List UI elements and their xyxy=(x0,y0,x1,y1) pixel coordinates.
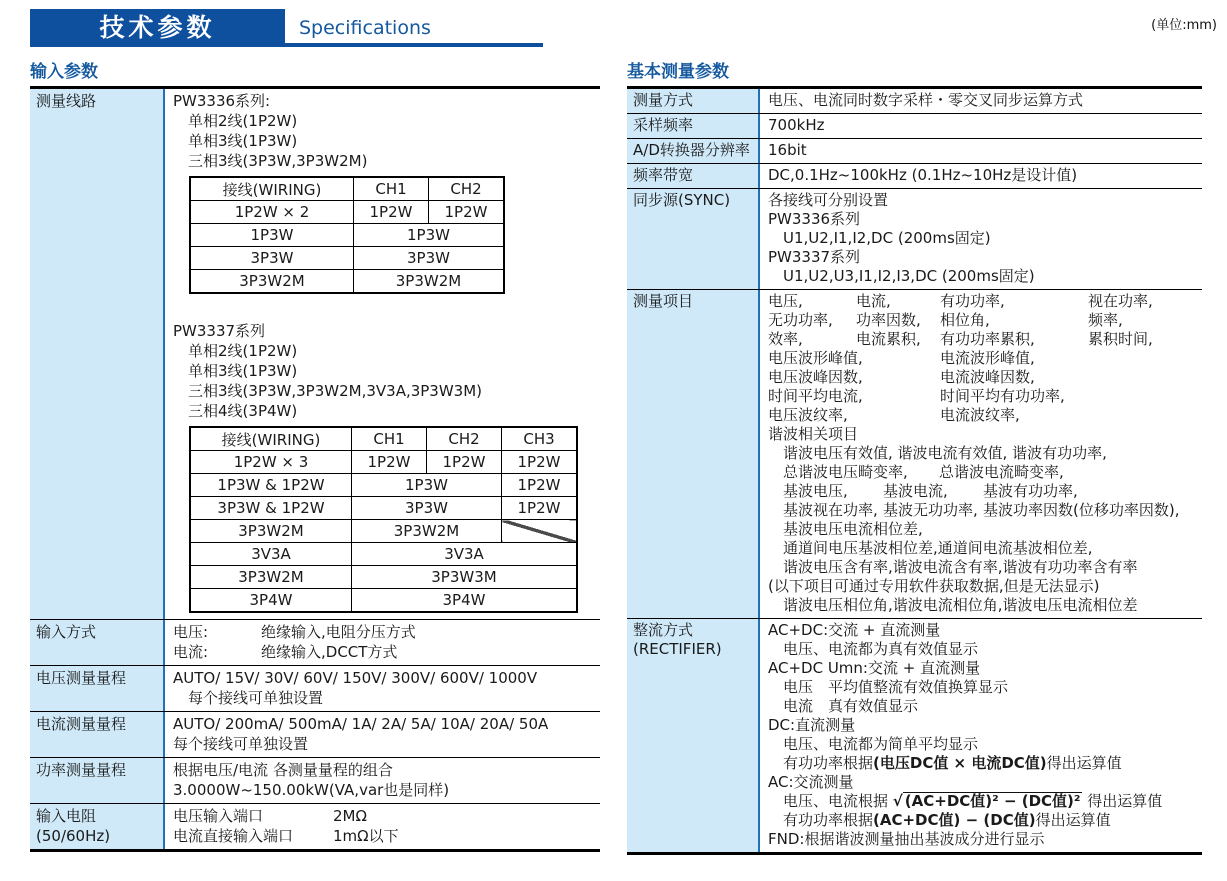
spec-line: PW3337系列 xyxy=(173,322,266,340)
wiring-row xyxy=(190,497,577,520)
column-text: 总谐波电流畸变率, xyxy=(939,463,1064,481)
spec-line: 每个接线可单独设置 xyxy=(173,735,309,753)
spec-line: 电压 平均值整流有效值换算显示 xyxy=(783,678,1009,696)
spec-row-label xyxy=(627,290,760,618)
spec-line: 电压、电流都为真有效值显示 xyxy=(783,640,979,658)
spec-row-label xyxy=(627,139,760,163)
wiring-row xyxy=(190,270,504,294)
spec-line: 三相3线(3P3W,3P3W2M) xyxy=(188,152,368,170)
spec-line xyxy=(768,463,1200,482)
spec-row-value xyxy=(760,89,1202,113)
title-band xyxy=(30,9,1227,47)
spec-row-value xyxy=(165,804,600,849)
spec-line: 谐波相关项目 xyxy=(768,425,859,443)
spec-line: DC:直流测量 xyxy=(768,716,856,734)
spec-row-value xyxy=(165,758,600,803)
spec-line xyxy=(173,622,598,642)
wiring-cell: 1P3W xyxy=(352,474,502,497)
content-columns xyxy=(30,55,1202,855)
spec-line: AC:交流测量 xyxy=(768,773,854,791)
text-segment: 电压、电流根据 xyxy=(783,792,893,810)
spec-row-value xyxy=(760,114,1202,138)
spec-line xyxy=(768,311,1200,330)
spec-line xyxy=(768,811,1200,830)
spec-row-label xyxy=(30,712,165,757)
spec-line xyxy=(173,826,598,846)
spec-line: 谐波电压相位角,谐波电流相位角,谐波电压电流相位差 xyxy=(783,596,1138,614)
wiring-cell: 3P3W & 1P2W xyxy=(190,497,352,520)
page-title: 技术参数 xyxy=(30,9,285,47)
spec-line xyxy=(173,642,598,662)
wiring-row xyxy=(190,566,577,589)
column-text: 绝缘输入,DCCT方式 xyxy=(261,643,398,661)
column-text: 电压, xyxy=(768,292,803,310)
spec-line xyxy=(173,806,598,826)
page-subtitle: Specifications xyxy=(285,9,543,47)
wiring-cell: 1P2W xyxy=(354,201,429,224)
spec-line: AC+DC:交流 + 直流测量 xyxy=(768,621,941,639)
label-line: 整流方式 xyxy=(633,621,694,639)
wiring-header-cell: CH3 xyxy=(502,427,578,451)
basic-measurement-table xyxy=(627,86,1202,855)
wiring-header-cell: 接线(WIRING) xyxy=(190,177,354,201)
wiring-table xyxy=(189,426,578,613)
spec-row xyxy=(30,711,600,757)
spec-line xyxy=(768,482,1200,501)
column-text: 效率, xyxy=(768,330,803,348)
column-text: 基波无功功率, xyxy=(883,501,978,519)
label-line: 测量方式 xyxy=(633,91,694,109)
wiring-row xyxy=(190,201,504,224)
spec-line: 单相3线(1P3W) xyxy=(188,132,298,150)
wiring-cell: 1P2W xyxy=(352,451,427,474)
text-segment: 得出运算值 xyxy=(1035,811,1111,829)
spec-line: PW3336系列 xyxy=(768,210,861,228)
label-line: 输入电阻 xyxy=(36,807,97,825)
text-segment: (AC+DC值) − (DC值) xyxy=(873,811,1036,829)
page-header xyxy=(0,9,1227,47)
wiring-cell: 3P4W xyxy=(190,589,352,613)
spec-line: 单相3线(1P3W) xyxy=(188,362,298,380)
input-parameters-section xyxy=(30,55,600,855)
spec-line: DC,0.1Hz~100kHz (0.1Hz~10Hz是设计值) xyxy=(768,166,1078,184)
spec-row-value xyxy=(760,619,1202,852)
spec-line xyxy=(768,330,1200,349)
label-line: 同步源(SYNC) xyxy=(633,191,731,209)
spec-row xyxy=(30,89,600,619)
wiring-cell: 3P3W2M xyxy=(354,270,505,294)
column-text: 总谐波电压畸变率, xyxy=(783,463,908,481)
text-segment: 有功功率根据 xyxy=(783,811,874,829)
spec-row xyxy=(30,757,600,803)
wiring-header-row xyxy=(190,427,577,451)
spec-row xyxy=(627,289,1202,618)
column-text: 绝缘输入,电阻分压方式 xyxy=(261,623,416,641)
spec-line xyxy=(768,792,1200,811)
unit-note: (单位:mm) xyxy=(1151,18,1217,33)
wiring-header-cell: CH2 xyxy=(429,177,505,201)
column-text: 电流, xyxy=(856,292,891,310)
spec-line xyxy=(768,754,1200,773)
column-text: 时间平均有功功率, xyxy=(940,387,1065,405)
spec-row-label xyxy=(627,619,760,852)
spec-line: 根据电压/电流 各测量量程的组合 xyxy=(173,761,393,779)
spec-line xyxy=(768,368,1200,387)
wiring-row xyxy=(190,589,577,613)
column-text: 基波电压, xyxy=(783,482,848,500)
spec-line xyxy=(768,501,1200,520)
spec-line: U1,U2,I1,I2,DC (200ms固定) xyxy=(783,229,991,247)
spec-line: AUTO/ 200mA/ 500mA/ 1A/ 2A/ 5A/ 10A/ 20A/ 50A xyxy=(173,715,549,733)
spec-line: 3.0000W~150.00kW(VA,var也是同样) xyxy=(173,781,450,799)
column-text: 电流波纹率, xyxy=(940,406,1020,424)
wiring-row xyxy=(190,520,577,543)
spec-row-label xyxy=(627,164,760,188)
spec-row xyxy=(627,188,1202,289)
column-text: 电压波纹率, xyxy=(768,406,848,424)
spec-row-value xyxy=(165,620,600,665)
wiring-table xyxy=(189,176,505,294)
column-text: 有功功率累积, xyxy=(940,330,1035,348)
spec-row-label xyxy=(627,89,760,113)
column-text: 电流波形峰值, xyxy=(940,349,1035,367)
column-text: 时间平均电流, xyxy=(768,387,863,405)
wiring-row xyxy=(190,224,504,247)
spec-line: 三相3线(3P3W,3P3W2M,3V3A,3P3W3M) xyxy=(188,382,483,400)
wiring-cell: 3P3W xyxy=(352,497,502,520)
spec-line: 三相4线(3P4W) xyxy=(188,402,298,420)
spec-line: 各接线可分别设置 xyxy=(768,191,889,209)
spec-row-value xyxy=(165,712,600,757)
spec-row xyxy=(627,113,1202,138)
wiring-cell: 3V3A xyxy=(190,543,352,566)
column-text: 电流波峰因数, xyxy=(940,368,1035,386)
label-line: 测量线路 xyxy=(36,92,97,110)
column-text: 电流累积, xyxy=(856,330,921,348)
spec-row-label xyxy=(30,804,165,849)
wiring-header-cell: 接线(WIRING) xyxy=(190,427,352,451)
wiring-cell: 3P3W xyxy=(354,247,505,270)
spec-row-label xyxy=(30,666,165,711)
spec-row xyxy=(627,89,1202,113)
wiring-cell: 1P2W xyxy=(502,497,578,520)
column-text: 基波视在功率, xyxy=(783,501,878,519)
spec-line: 通道间电压基波相位差,通道间电流基波相位差, xyxy=(783,539,1093,557)
wiring-cell: 1P3W & 1P2W xyxy=(190,474,352,497)
spec-line: U1,U2,U3,I1,I2,I3,DC (200ms固定) xyxy=(783,267,1035,285)
column-text: 频率, xyxy=(1088,311,1123,329)
spec-line: 谐波电压有效值, 谐波电流有效值, 谐波有功功率, xyxy=(783,444,1107,462)
label-line: 测量项目 xyxy=(633,292,694,310)
label-line: 功率测量量程 xyxy=(36,761,127,779)
wiring-cell: 1P2W xyxy=(427,451,502,474)
wiring-cell: 3P3W xyxy=(190,247,354,270)
spec-line: PW3336系列: xyxy=(173,92,271,110)
wiring-header-cell: CH1 xyxy=(352,427,427,451)
spec-row-value xyxy=(760,164,1202,188)
wiring-header-row xyxy=(190,177,504,201)
column-text: 相位角, xyxy=(940,311,990,329)
text-segment: 得出运算值 xyxy=(1082,792,1163,810)
label-line: 采样频率 xyxy=(633,116,694,134)
sqrt-formula xyxy=(893,792,1083,811)
wiring-header-cell: CH1 xyxy=(354,177,429,201)
wiring-cell: 3P4W xyxy=(352,589,578,613)
spec-row xyxy=(627,618,1202,852)
wiring-cell: 3P3W2M xyxy=(190,270,354,294)
text-segment: 有功功率根据 xyxy=(783,754,874,772)
wiring-row xyxy=(190,247,504,270)
column-text: 电压波峰因数, xyxy=(768,368,863,386)
spec-line: 每个接线可单独设置 xyxy=(188,689,324,707)
spec-line: 电流 真有效值显示 xyxy=(783,697,919,715)
spec-line: FND:根据谐波测量抽出基波成分进行显示 xyxy=(768,830,1045,848)
label-line: 输入方式 xyxy=(36,623,97,641)
wiring-row xyxy=(190,451,577,474)
column-text: 视在功率, xyxy=(1088,292,1153,310)
wiring-row xyxy=(190,543,577,566)
spec-line: 单相2线(1P2W) xyxy=(188,112,298,130)
spec-line: 基波电压电流相位差, xyxy=(783,520,923,538)
wiring-cell: 1P2W xyxy=(502,474,578,497)
spec-line: AC+DC Umn:交流 + 直流测量 xyxy=(768,659,981,677)
spec-row xyxy=(627,138,1202,163)
radicand-text: (AC+DC值)² − (DC值)² xyxy=(904,792,1081,810)
section-title-input-parameters: 输入参数 xyxy=(30,62,98,82)
spec-line: 谐波电压含有率,谐波电流含有率,谐波有功功率含有率 xyxy=(783,558,1138,576)
spec-line: (以下项目可通过专用软件获取数据,但是无法显示) xyxy=(768,577,1100,595)
input-parameters-table xyxy=(30,86,600,852)
spec-line: 电压、电流同时数字采样・零交叉同步运算方式 xyxy=(768,91,1084,109)
wiring-cell: 3P3W2M xyxy=(190,520,352,543)
spec-row xyxy=(30,619,600,665)
column-text: 1mΩ以下 xyxy=(333,827,399,845)
column-text: 功率因数, xyxy=(856,311,921,329)
column-text: 基波有功功率, xyxy=(983,482,1078,500)
spec-line: 700kHz xyxy=(768,116,825,134)
spec-row-value xyxy=(760,189,1202,289)
label-line: (50/60Hz) xyxy=(36,827,111,845)
wiring-cell: 1P2W xyxy=(429,201,505,224)
spec-line xyxy=(768,387,1200,406)
wiring-row xyxy=(190,474,577,497)
wiring-cell: 1P3W xyxy=(190,224,354,247)
spec-row-label xyxy=(30,620,165,665)
section-title-basic-measurement: 基本测量参数 xyxy=(627,62,729,82)
spec-row-value xyxy=(760,139,1202,163)
not-applicable-diagonal-cell xyxy=(502,520,578,543)
wiring-cell: 3P3W2M xyxy=(190,566,352,589)
label-line: (RECTIFIER) xyxy=(633,640,722,658)
spec-line: PW3337系列 xyxy=(768,248,861,266)
spec-row-label xyxy=(30,89,165,619)
wiring-cell: 3V3A xyxy=(352,543,578,566)
spec-row-label xyxy=(627,114,760,138)
column-text: 基波功率因数(位移功率因数), xyxy=(983,501,1180,519)
spec-line xyxy=(768,349,1200,368)
spec-row-label xyxy=(627,189,760,289)
spec-row-label xyxy=(30,758,165,803)
spec-row-value xyxy=(165,89,600,619)
label-line: 电流测量量程 xyxy=(36,715,127,733)
spec-line xyxy=(768,292,1200,311)
wiring-cell: 1P2W × 3 xyxy=(190,451,352,474)
spec-line: 单相2线(1P2W) xyxy=(188,342,298,360)
spec-row xyxy=(627,163,1202,188)
column-text: 电流直接输入端口 xyxy=(173,827,294,845)
text-segment: (电压DC值 × 电流DC值) xyxy=(873,754,1047,772)
label-line: A/D转换器分辨率 xyxy=(633,141,750,159)
spec-row xyxy=(30,803,600,849)
spec-row xyxy=(30,665,600,711)
spec-line: 电压、电流都为简单平均显示 xyxy=(783,735,979,753)
column-text: 电流: xyxy=(173,643,209,661)
wiring-cell: 1P3W xyxy=(354,224,505,247)
radical-sign: √ xyxy=(892,792,903,810)
text-segment: 得出运算值 xyxy=(1046,754,1122,772)
spec-line: AUTO/ 15V/ 30V/ 60V/ 150V/ 300V/ 600V/ 1000V xyxy=(173,669,538,687)
wiring-cell: 1P2W × 2 xyxy=(190,201,354,224)
wiring-cell: 3P3W3M xyxy=(352,566,578,589)
basic-measurement-section xyxy=(627,55,1202,855)
spec-line xyxy=(768,406,1200,425)
column-text: 无功功率, xyxy=(768,311,833,329)
spacer xyxy=(173,297,598,321)
spec-row-value xyxy=(165,666,600,711)
column-text: 2MΩ xyxy=(333,807,367,825)
wiring-cell: 3P3W2M xyxy=(352,520,502,543)
column-text: 基波电流, xyxy=(883,482,948,500)
label-line: 频率带宽 xyxy=(633,166,694,184)
spec-line: 16bit xyxy=(768,141,807,159)
wiring-cell: 1P2W xyxy=(502,451,578,474)
spec-row-value xyxy=(760,290,1202,618)
column-text: 电压输入端口 xyxy=(173,807,264,825)
wiring-header-cell: CH2 xyxy=(427,427,502,451)
label-line: 电压测量量程 xyxy=(36,669,127,687)
column-text: 累积时间, xyxy=(1088,330,1153,348)
column-text: 有功功率, xyxy=(940,292,1005,310)
column-text: 电压: xyxy=(173,623,209,641)
column-text: 电压波形峰值, xyxy=(768,349,863,367)
